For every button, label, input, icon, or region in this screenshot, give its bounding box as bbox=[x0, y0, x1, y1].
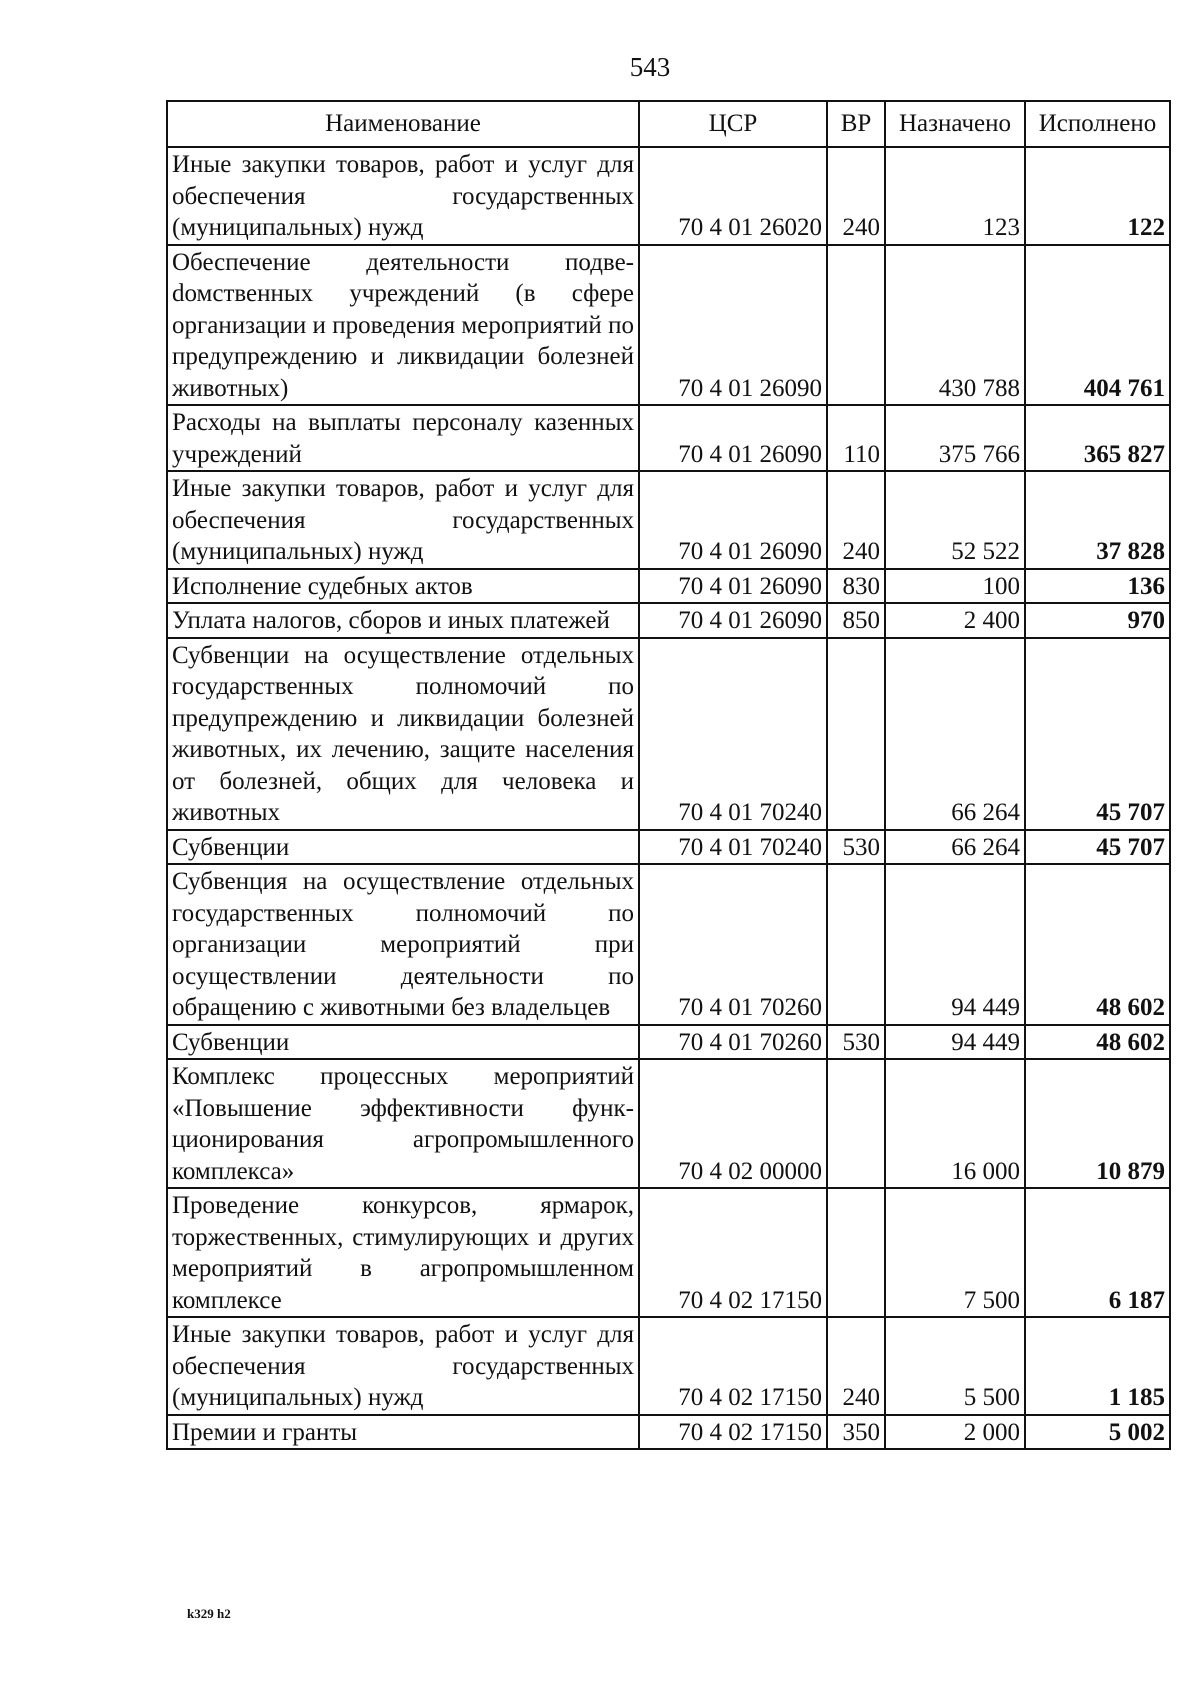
budget-table bbox=[166, 100, 1171, 1450]
table-row bbox=[167, 245, 1170, 406]
table-body bbox=[167, 147, 1170, 1449]
row-vr bbox=[827, 1188, 885, 1317]
row-vr: 830 bbox=[827, 569, 885, 604]
table-row bbox=[167, 1415, 1170, 1450]
row-csr: 70 4 01 26090 bbox=[639, 245, 827, 406]
row-planned: 66 264 bbox=[885, 830, 1025, 865]
row-csr: 70 4 01 26090 bbox=[639, 569, 827, 604]
row-executed: 1 185 bbox=[1025, 1317, 1170, 1415]
table-row bbox=[167, 830, 1170, 865]
row-vr: 850 bbox=[827, 603, 885, 638]
row-vr: 240 bbox=[827, 1317, 885, 1415]
table-row bbox=[167, 405, 1170, 471]
table-row bbox=[167, 471, 1170, 569]
row-executed: 48 602 bbox=[1025, 1025, 1170, 1060]
footer-mark: k329 h2 bbox=[187, 1606, 231, 1621]
table-row bbox=[167, 147, 1170, 245]
row-executed: 10 879 bbox=[1025, 1059, 1170, 1188]
table-row bbox=[167, 1025, 1170, 1060]
row-csr: 70 4 01 26090 bbox=[639, 603, 827, 638]
table-row bbox=[167, 864, 1170, 1025]
row-planned: 66 264 bbox=[885, 638, 1025, 830]
row-csr: 70 4 01 26090 bbox=[639, 405, 827, 471]
row-planned: 52 522 bbox=[885, 471, 1025, 569]
row-csr: 70 4 01 70240 bbox=[639, 638, 827, 830]
row-vr bbox=[827, 245, 885, 406]
row-planned: 100 bbox=[885, 569, 1025, 604]
table-row bbox=[167, 638, 1170, 830]
row-name: Субвенции bbox=[167, 1025, 639, 1060]
row-executed: 122 bbox=[1025, 147, 1170, 245]
row-executed: 6 187 bbox=[1025, 1188, 1170, 1317]
row-vr: 530 bbox=[827, 1025, 885, 1060]
row-name: Субвенция на осуществление отдельных государственных полномочий по организации мероприятий при осуществлении деятельности по обращению с животными без владельцев bbox=[167, 864, 639, 1025]
header-executed: Исполнено bbox=[1025, 101, 1170, 147]
row-planned: 16 000 bbox=[885, 1059, 1025, 1188]
row-executed: 5 002 bbox=[1025, 1415, 1170, 1450]
row-name: Комплекс процессных мероприятий «Повышение эффективности функционирования агропромышленного комплекса» bbox=[167, 1059, 639, 1188]
row-vr: 240 bbox=[827, 147, 885, 245]
header-name: Наименование bbox=[167, 101, 639, 147]
row-name: Исполнение судебных актов bbox=[167, 569, 639, 604]
row-planned: 2 400 bbox=[885, 603, 1025, 638]
row-csr: 70 4 02 17150 bbox=[639, 1188, 827, 1317]
row-executed: 136 bbox=[1025, 569, 1170, 604]
header-vr: ВР bbox=[827, 101, 885, 147]
row-csr: 70 4 01 26020 bbox=[639, 147, 827, 245]
row-vr: 110 bbox=[827, 405, 885, 471]
row-name: Расходы на выплаты персоналу казенных учреждений bbox=[167, 405, 639, 471]
row-name: Субвенции bbox=[167, 830, 639, 865]
page-number: 543 bbox=[629, 52, 671, 82]
row-name: Иные закупки товаров, работ и услуг для обеспечения государственных (муниципальных) нужд bbox=[167, 1317, 639, 1415]
table-row bbox=[167, 1059, 1170, 1188]
table-row bbox=[167, 603, 1170, 638]
row-planned: 375 766 bbox=[885, 405, 1025, 471]
row-csr: 70 4 01 70260 bbox=[639, 864, 827, 1025]
row-planned: 430 788 bbox=[885, 245, 1025, 406]
row-vr bbox=[827, 638, 885, 830]
header-planned: Назначено bbox=[885, 101, 1025, 147]
row-executed: 970 bbox=[1025, 603, 1170, 638]
table-header-row bbox=[167, 101, 1170, 147]
row-name: Уплата налогов, сборов и иных платежей bbox=[167, 603, 639, 638]
row-name: Иные закупки товаров, работ и услуг для обеспечения государственных (муниципальных) нужд bbox=[167, 471, 639, 569]
row-name: Субвенции на осуществление отдельных государственных полномочий по предупреждению и ликвидации болезней животных, их лечению, защите населения от болезней, общих для человека и животных bbox=[167, 638, 639, 830]
row-executed: 48 602 bbox=[1025, 864, 1170, 1025]
row-planned: 94 449 bbox=[885, 1025, 1025, 1060]
row-csr: 70 4 01 26090 bbox=[639, 471, 827, 569]
row-csr: 70 4 02 17150 bbox=[639, 1415, 827, 1450]
row-name: Обеспечение деятельности подвеdомственных учреждений (в сфере организации и проведения мероприятий по предупреждению и ликвидации болезней животных) bbox=[167, 245, 639, 406]
row-csr: 70 4 02 00000 bbox=[639, 1059, 827, 1188]
row-csr: 70 4 01 70260 bbox=[639, 1025, 827, 1060]
row-name: Премии и гранты bbox=[167, 1415, 639, 1450]
row-vr: 530 bbox=[827, 830, 885, 865]
row-vr: 240 bbox=[827, 471, 885, 569]
row-planned: 7 500 bbox=[885, 1188, 1025, 1317]
header-csr: ЦСР bbox=[639, 101, 827, 147]
row-vr: 350 bbox=[827, 1415, 885, 1450]
row-csr: 70 4 01 70240 bbox=[639, 830, 827, 865]
row-name: Проведение конкурсов, ярмарок, торжественных, стимулирующих и других мероприятий в агропромышленном комплексе bbox=[167, 1188, 639, 1317]
row-csr: 70 4 02 17150 bbox=[639, 1317, 827, 1415]
row-name: Иные закупки товаров, работ и услуг для обеспечения государственных (муниципальных) нужд bbox=[167, 147, 639, 245]
row-executed: 45 707 bbox=[1025, 638, 1170, 830]
table-row bbox=[167, 1317, 1170, 1415]
row-executed: 45 707 bbox=[1025, 830, 1170, 865]
row-planned: 94 449 bbox=[885, 864, 1025, 1025]
row-vr bbox=[827, 864, 885, 1025]
row-executed: 37 828 bbox=[1025, 471, 1170, 569]
row-executed: 365 827 bbox=[1025, 405, 1170, 471]
row-vr bbox=[827, 1059, 885, 1188]
row-planned: 123 bbox=[885, 147, 1025, 245]
row-planned: 2 000 bbox=[885, 1415, 1025, 1450]
table-row bbox=[167, 1188, 1170, 1317]
table-row bbox=[167, 569, 1170, 604]
row-executed: 404 761 bbox=[1025, 245, 1170, 406]
row-planned: 5 500 bbox=[885, 1317, 1025, 1415]
